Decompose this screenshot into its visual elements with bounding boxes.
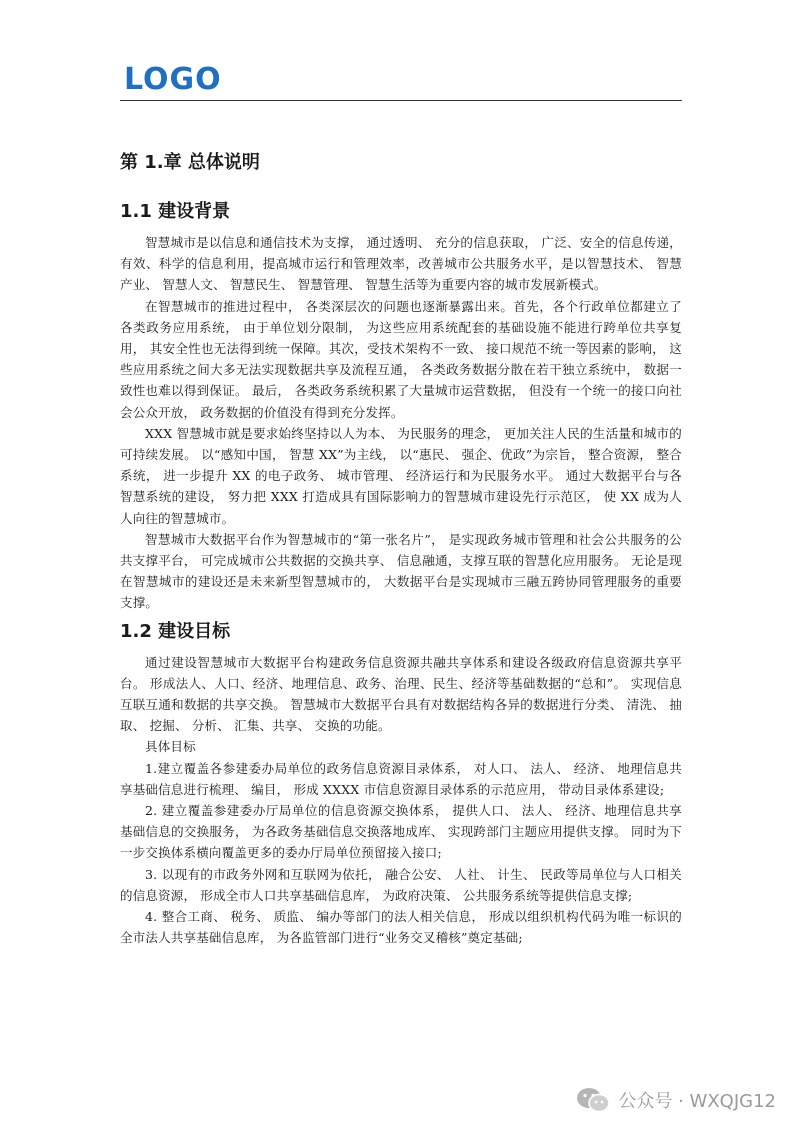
list-item: 1.建立覆盖各参建委办局单位的政务信息资源目录体系， 对人口、 法人、 经济、 地理信息共享基础信息进行梳理、 编目， 形成 XXXX 市信息资源目录体系的示范应用， 带动目录体系建设; — [120, 760, 682, 797]
subheading-specific-goals: 具体目标 — [145, 739, 196, 755]
list-item: 4. 整合工商、 税务、 质监、 编办等部门的法人相关信息， 形成以组织机构代码为唯一标识的全市法人共享基础信息库， 为各监管部门进行“业务交叉稽核”奠定基础; — [120, 909, 682, 946]
watermark — [576, 1086, 776, 1114]
paragraph: 在智慧城市的推进过程中， 各类深层次的问题也逐渐暴露出来。首先，各个行政单位都建立了各类政务应用系统， 由于单位划分限制， 为这些应用系统配套的基础设施不能进行跨单位共享复用， 其安全性也无法得到统一保障。其次，受技术架构不一致、 接口规范不统一等因素的影响， 这些应用系统之间大多无法实现数据共享及流程互通， 各类政务数据分散在若干独立系统中， 数据一致性也难以得到保证。 最后， 各类政务系统积累了大量城市运营数据， 但没有一个统一的接口向社会公众开放， 政务数据的价值没有得到充分发挥。 — [120, 298, 682, 420]
watermark-text: 公众号 · WXQJG12 — [618, 1091, 776, 1112]
section-heading-background: 1.1 建设背景 — [120, 201, 231, 222]
paragraph: XXX 智慧城市就是要求始终坚持以人为本、 为民服务的理念， 更加关注人民的生活量和城市的可持续发展。 以“感知中国， 智慧 XX”为主线， 以“惠民、 强企、优政”为宗旨， 整合资源， 整合系统， 进一步提升 XX 的电子政务、 城市管理、 经济运行和为民服务水平。 通过大数据平台与各智慧系统的建设， 努力把 XXX 打造成具有国际影响力的智慧城市建设先行示范区， 使 XX 成为人人向往的智慧城市。 — [120, 425, 682, 526]
chapter-title: 第 1.章 总体说明 — [120, 152, 260, 173]
paragraph: 通过建设智慧城市大数据平台构建政务信息资源共融共享体系和建设各级政府信息资源共享平台。 形成法人、人口、经济、地理信息、政务、治理、民生、经济等基础数据的“总和”。 实现信息互联互通和数据的共享交换。 智慧城市大数据平台具有对数据结构各异的数据进行分类、 清洗、 抽取、 挖掘、 分析、 汇集、共享、 交换的功能。 — [120, 654, 682, 734]
paragraph: 智慧城市是以信息和通信技术为支撑， 通过透明、 充分的信息获取， 广泛、安全的信息传递，有效、科学的信息利用，提高城市运行和管理效率，改善城市公共服务水平，是以智慧技术、 智慧产业、 智慧人文、 智慧民生、 智慧管理、 智慧生活等为重要内容的城市发展新模式。 — [120, 235, 682, 293]
logo: LOGO — [124, 62, 222, 97]
section-heading-goals: 1.2 建设目标 — [120, 620, 231, 642]
document-body — [120, 148, 682, 949]
paragraph: 智慧城市大数据平台作为智慧城市的“第一张名片”， 是实现政务城市管理和社会公共服务的公共支撑平台， 可完成城市公共数据的交换共享、 信息融通，支撑互联的智慧化应用服务。 无论是现在智慧城市的建设还是未来新型智慧城市的， 大数据平台是实现城市三融五跨协同管理服务的重要支撑。 — [120, 531, 682, 611]
list-item: 3. 以现有的市政务外网和互联网为依托， 融合公安、 人社、 计生、 民政等局单位与人口相关的信息资源， 形成全市人口共享基础信息库， 为政府决策、 公共服务系统等提供信息支撑; — [120, 866, 682, 903]
list-item: 2. 建立覆盖参建委办厅局单位的信息资源交换体系， 提供人口、 法人、 经济、地理信息共享基础信息的交换服务， 为各政务基础信息交换落地成库、 实现跨部门主题应用提供支撑。 同时为下一步交换体系横向覆盖更多的委办厅局单位预留接入接口; — [120, 803, 682, 861]
wechat-icon — [576, 1086, 610, 1114]
header-divider — [120, 100, 682, 101]
